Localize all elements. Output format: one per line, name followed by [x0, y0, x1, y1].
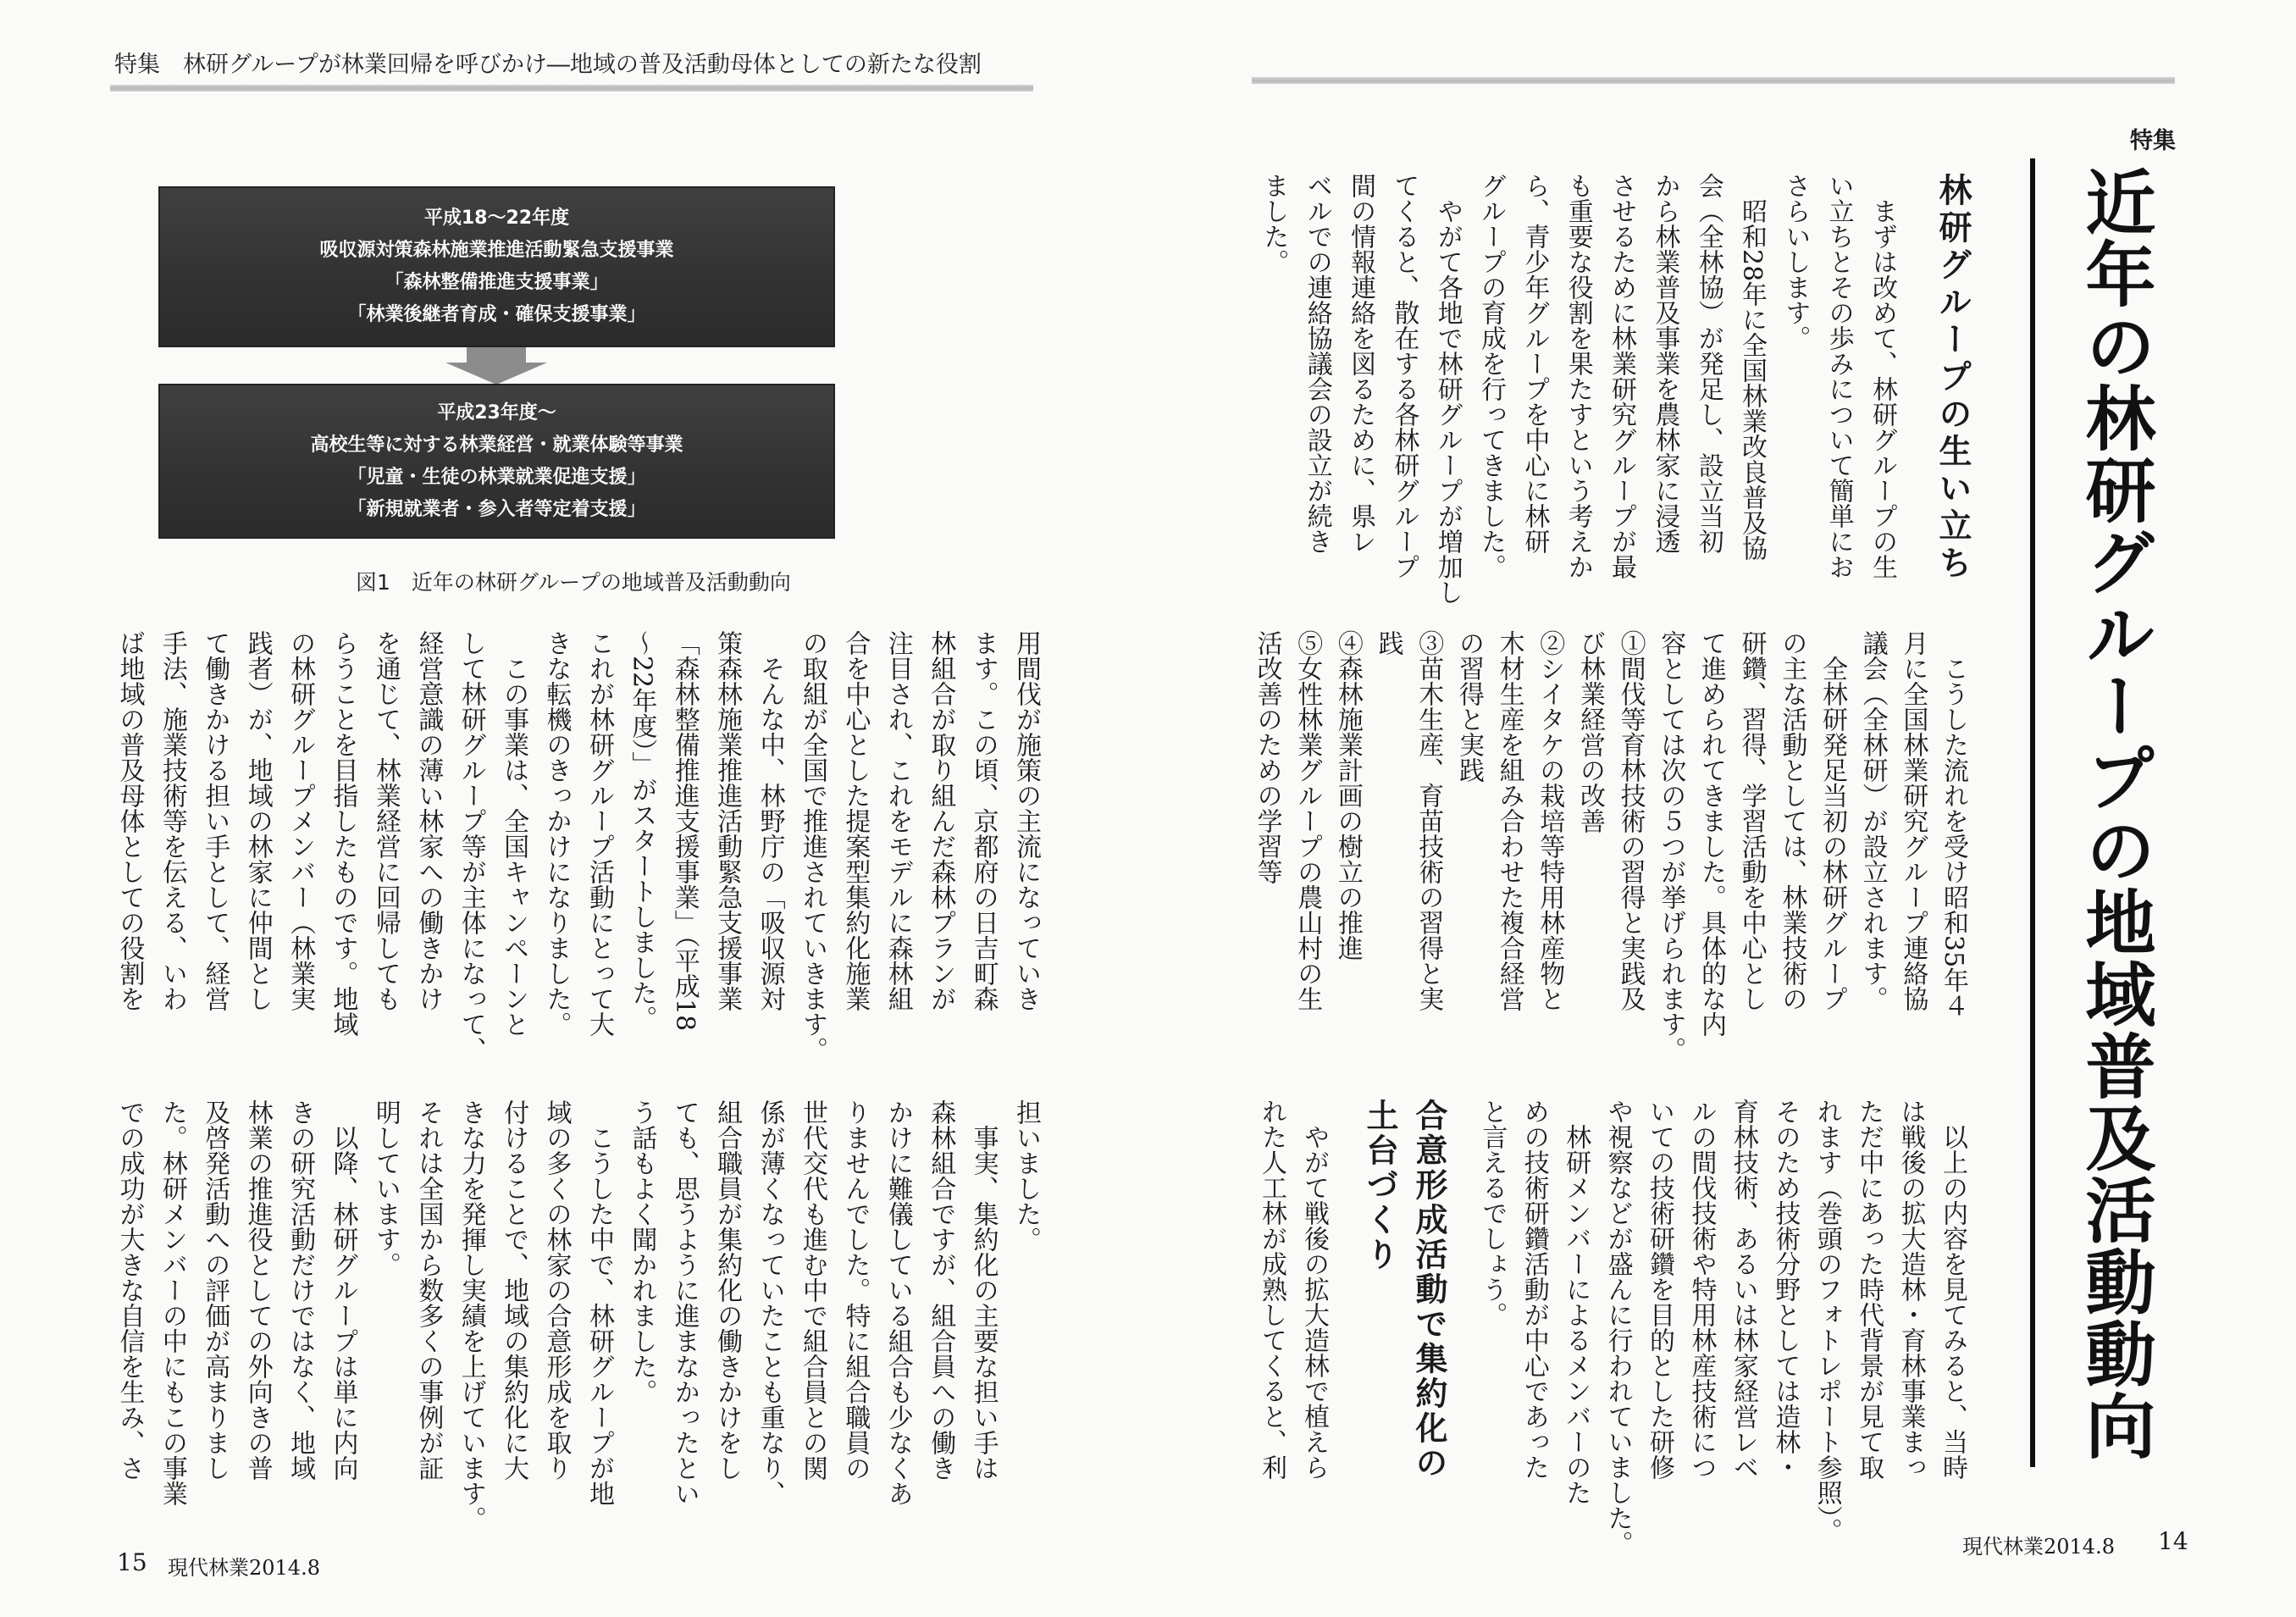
text-column: 育林技術、あるいは林家経営レベ: [1728, 1099, 1758, 1480]
text-column: きな転機のきっかけになりました。: [541, 630, 572, 1037]
figure-box-2006-2010: [158, 186, 835, 347]
text-column: や視察などが盛んに行われていました。: [1602, 1099, 1633, 1556]
text-column: いての技術研鑽を目的とした研修: [1645, 1099, 1675, 1480]
figure-box-line: 「林業後継者育成・確保支援事業」: [347, 304, 646, 325]
text-column: れた人工林が成熟してくると、利: [1257, 1099, 1286, 1480]
text-column: 林組合が取り組んだ森林プランが: [926, 630, 956, 1011]
text-column: 議会（全林研）が設立されます。: [1857, 630, 1888, 1011]
body-text-upper-right: [1252, 173, 1904, 605]
text-column: 以上の内容を見てみると、当時: [1938, 1099, 1967, 1480]
text-column: い立ちとその歩みについて簡単にお: [1823, 173, 1854, 579]
text-column: さらいします。: [1780, 173, 1811, 351]
body-text-lower-right-continued: [1250, 1099, 1335, 1522]
text-column: 担いました。: [1011, 1099, 1041, 1252]
text-column: 組合職員が集約化の働きかけをし: [712, 1099, 743, 1481]
figure-box-line: 高校生等に対する林業経営・就業体験等事業: [310, 434, 683, 456]
text-column: の取組が全国で推進されていきます。: [797, 630, 827, 1062]
text-column: やがて戦後の拡大造林で植えら: [1299, 1099, 1329, 1480]
text-column: ④森林施業計画の樹立の推進: [1332, 630, 1363, 961]
text-column: た。林研メンバーの中にもこの事業: [157, 1099, 187, 1506]
body-text-upper-left: [108, 630, 1047, 1062]
text-column: 研鑽、習得、学習活動を中心とし: [1736, 630, 1767, 1011]
text-column: ①間伐等育林技術の習得と実践及: [1615, 630, 1646, 1011]
text-column: ます。この頃、京都府の日吉町森: [968, 630, 999, 1011]
text-column: 践: [1373, 630, 1403, 656]
page-number: 14: [2158, 1527, 2188, 1555]
page-number: 15: [117, 1548, 147, 1576]
body-text-middle-right: [1247, 630, 1973, 1062]
text-column: ベルでの連絡協議会の設立が続き: [1302, 173, 1332, 554]
running-header: [114, 46, 982, 79]
text-column: 践者）が、地域の林家に仲間とし: [242, 630, 273, 1011]
text-column: てくると、散在する各林研グループ: [1389, 173, 1419, 579]
body-text-lower-left: [108, 1099, 1047, 1531]
text-column: の習得と実践: [1453, 630, 1484, 783]
text-column: 活改善のための学習等: [1252, 630, 1282, 884]
text-column: ～22年度）」がスタートしました。: [627, 630, 657, 1032]
text-column: ら、青少年グループを中心に林研: [1519, 173, 1550, 554]
text-column: 森林組合ですが、組合員への働き: [926, 1099, 956, 1481]
text-column: やがて各地で林研グループが増加し: [1432, 173, 1463, 605]
text-column: 付けることで、地域の集約化に大: [499, 1099, 529, 1481]
text-column: 用間伐が施策の主流になっていき: [1011, 630, 1041, 1011]
text-column: この事業は、全国キャンペーンと: [499, 630, 529, 1037]
magazine-issue: 現代林業2014.8: [1962, 1535, 2115, 1559]
text-column: 合を中心とした提案型集約化施業: [840, 630, 871, 1011]
text-column: 木材生産を組み合わせた複合経営: [1494, 630, 1524, 1011]
text-column: 手法、施業技術等を伝える、いわ: [157, 630, 187, 1011]
text-column: び林業経営の改善: [1574, 630, 1605, 833]
text-column: ば地域の普及母体としての役割を: [114, 630, 145, 1011]
text-column: それは全国から数多くの事例が証: [413, 1099, 444, 1481]
text-column: を通じて、林業経営に回帰しても: [370, 630, 401, 1011]
text-column: 世代交代も進む中で組合員との関: [797, 1099, 827, 1481]
text-column: 会（全林協）が発足し、設立当初: [1693, 173, 1723, 554]
section-label: 特集: [2130, 128, 2176, 154]
text-column: きの研究活動だけではなく、地域: [285, 1099, 316, 1481]
magazine-issue: 現代林業2014.8: [168, 1556, 320, 1580]
text-column: そのため技術分野としては造林・: [1770, 1099, 1801, 1480]
article-title: 近年の林研グループの地域普及活動動向: [2073, 166, 2155, 1462]
text-column: これが林研グループ活動にとって大: [584, 630, 614, 1037]
text-column: ②シイタケの栽培等特用林産物と: [1535, 630, 1565, 1011]
down-arrow-icon: [441, 347, 551, 385]
section-heading-line: 土台づくり: [1361, 1099, 1398, 1272]
text-column: めの技術研鑽活動が中心であった: [1519, 1099, 1549, 1480]
text-column: ただ中にあった時代背景が見て取: [1854, 1099, 1884, 1480]
text-column: の林研グループメンバー（林業実: [285, 630, 316, 1011]
text-column: の主な活動としては、林業技術の: [1777, 630, 1807, 1011]
text-column: 月に全国林業研究グループ連絡協: [1898, 630, 1928, 1011]
text-column: そんな中、林野庁の「吸収源対: [755, 630, 785, 1011]
text-column: も重要な役割を果たすという考えか: [1563, 173, 1593, 579]
text-column: らうことを目指したものです。地域: [328, 630, 358, 1037]
text-column: 域の多くの林家の合意形成を取り: [541, 1099, 572, 1481]
text-column: 経営意識の薄い林家への働きかけ: [413, 630, 444, 1011]
figure-box-line: 吸収源対策森林施業推進活動緊急支援事業: [319, 240, 674, 261]
text-column: かけに難儀している組合も少なくあ: [882, 1099, 913, 1506]
text-column: での成功が大きな自信を生み、さ: [114, 1099, 145, 1481]
text-column: させるために林業研究グループが最: [1607, 173, 1637, 579]
text-column: と言えるでしょう。: [1477, 1099, 1508, 1327]
figure-box-line: 平成23年度～: [437, 401, 556, 424]
section-heading: 林研グループの生い立ち: [1934, 173, 1972, 583]
title-rule: [2030, 158, 2035, 1467]
text-column: きな力を発揮し実績を上げています。: [456, 1099, 486, 1531]
text-column: こうした中で、林研グループが地: [584, 1099, 614, 1506]
header-section-label: 特集: [114, 52, 160, 78]
figure-box-line: 「児童・生徒の林業就業促進支援」: [347, 466, 646, 488]
text-column: 林業の推進役としての外向きの普: [242, 1099, 273, 1481]
text-column: 注目され、これをモデルに森林組: [882, 630, 913, 1011]
text-column: て働きかける担い手として、経営: [200, 630, 230, 1011]
text-column: ③苗木生産、育苗技術の習得と実: [1414, 630, 1444, 1011]
header-rule: [1252, 77, 2175, 84]
text-column: して林研グループ等が主体になって、: [456, 630, 486, 1062]
text-column: こうした流れを受け昭和35年４: [1939, 630, 1968, 1019]
text-column: う話もよく聞かれました。: [627, 1099, 657, 1404]
figure-box-line: 「森林整備推進支援事業」: [385, 272, 609, 293]
text-column: 昭和28年に全国林業改良普及協: [1737, 173, 1768, 562]
figure-caption: 図1 近年の林研グループの地域普及活動動向: [356, 570, 791, 595]
text-column: 及啓発活動への評価が高まりまし: [200, 1099, 230, 1481]
header-rule: [110, 85, 1033, 91]
text-column: 事実、集約化の主要な担い手は: [968, 1099, 999, 1481]
section-heading-2: [1355, 1099, 1453, 1488]
text-column: 係が薄くなっていたことも重なり、: [755, 1099, 785, 1506]
text-column: 明しています。: [370, 1099, 401, 1277]
section-heading-line: 合意形成活動で集約化の: [1410, 1099, 1447, 1481]
text-column: て進められてきました。具体的な内: [1696, 630, 1726, 1037]
text-column: 全林研発足当初の林研グループ: [1817, 630, 1847, 1011]
text-column: 「森林整備推進支援事業」（平成18: [669, 630, 700, 1032]
text-column: ても、思うように進まなかったとい: [669, 1099, 700, 1506]
header-title: 林研グループが林業回帰を呼びかけ―地域の普及活動母体としての新たな役割: [183, 52, 982, 78]
text-column: から林業普及事業を農林家に浸透: [1650, 173, 1680, 554]
text-column: りませんでした。特に組合職員の: [840, 1099, 871, 1481]
figure-box-line: 平成18～22年度: [423, 208, 570, 229]
body-text-lower-right: [1471, 1099, 1973, 1556]
text-column: 策森林施業推進活動緊急支援事業: [712, 630, 743, 1011]
text-column: 容としては次の５つが挙げられます。: [1656, 630, 1686, 1062]
text-column: れます（巻頭のフォトレポート参照）。: [1812, 1099, 1842, 1543]
text-column: 以降、林研グループは単に内向: [328, 1099, 358, 1481]
text-column: ました。: [1259, 173, 1289, 274]
text-column: は戦後の拡大造林・育林事業まっ: [1895, 1099, 1926, 1480]
text-column: 林研メンバーによるメンバーのた: [1561, 1099, 1591, 1505]
text-column: まずは改めて、林研グループの生: [1867, 173, 1897, 579]
text-column: グループの育成を行ってきました。: [1476, 173, 1507, 579]
figure-box-2011: [158, 384, 835, 539]
text-column: 間の情報連絡を図るために、県レ: [1346, 173, 1376, 554]
figure-box-line: 「新規就業者・参入者等定着支援」: [347, 498, 646, 520]
text-column: ⑤女性林業グループの農山村の生: [1292, 630, 1323, 1011]
text-column: ルの間伐技術や特用林産技術につ: [1686, 1099, 1717, 1480]
